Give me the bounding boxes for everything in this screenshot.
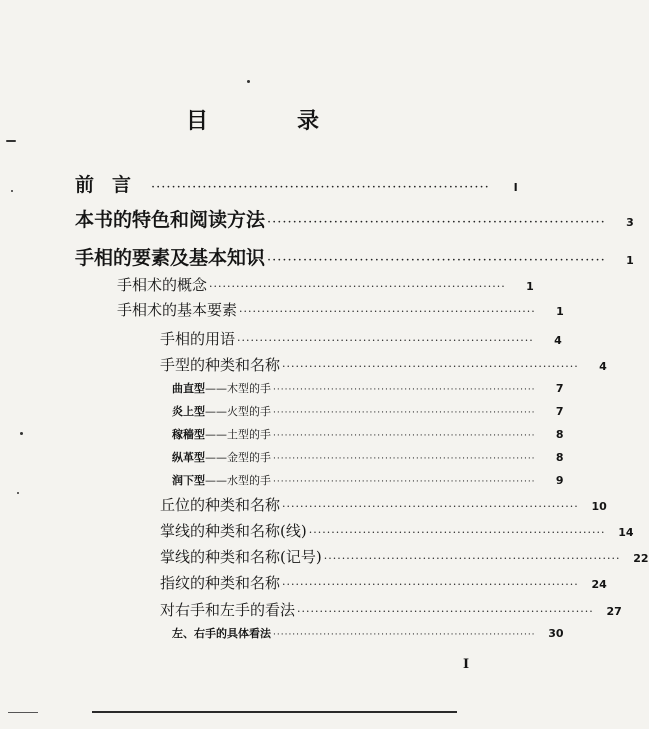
- toc-entry-page: 24: [591, 578, 607, 591]
- dot-leader: ····································································: [273, 431, 536, 441]
- toc-entry[interactable]: [117, 299, 564, 320]
- dot-leader: ··································································: [282, 360, 579, 373]
- dot-leader: ····································································: [273, 630, 536, 640]
- toc-entry[interactable]: [160, 546, 649, 567]
- toc-entry[interactable]: [160, 599, 622, 620]
- toc-entry-title: 手相的用语: [160, 330, 236, 348]
- toc-entry-page: 14: [618, 526, 634, 539]
- dot-leader: ··································································: [282, 500, 579, 513]
- toc-entry-page: I: [513, 181, 518, 194]
- dot-leader: ··································································: [209, 280, 506, 293]
- dot-leader: ··································································: [239, 305, 536, 318]
- toc-entry-page: 3: [626, 216, 634, 229]
- toc-entry-title-bold: 左、右手的具体看法: [172, 627, 271, 640]
- toc-entry-page: 30: [548, 627, 564, 640]
- toc-entry-title: 手相术的基本要素: [117, 301, 238, 319]
- page-number: I: [463, 657, 470, 672]
- dot-leader: ····································································: [273, 477, 536, 487]
- dot-leader: ··································································: [267, 215, 606, 230]
- toc-entry[interactable]: [160, 520, 634, 541]
- toc-entry[interactable]: [160, 572, 607, 593]
- toc-entry-title-rest: ——土型的手: [205, 428, 271, 441]
- dot-leader: ····································································: [273, 454, 536, 464]
- dot-leader: ····································································: [273, 408, 536, 418]
- toc-entry-title: 掌线的种类和名称(线): [160, 522, 307, 540]
- toc-entry-title-bold: 稼穑型: [172, 428, 205, 441]
- toc-entry-title: 手相术的概念: [117, 276, 208, 294]
- toc-entry-title: [172, 380, 271, 396]
- dot-leader: ··································································: [151, 180, 490, 195]
- toc-entry[interactable]: [172, 403, 564, 419]
- toc-entry-page: 1: [526, 280, 534, 293]
- scan-speck: [20, 432, 23, 435]
- toc-entry-title: [172, 403, 271, 419]
- toc-entry-title: [172, 449, 271, 465]
- dot-leader: ····································································: [273, 385, 536, 395]
- toc-entry-page: 27: [606, 605, 622, 618]
- toc-entry-page: 10: [591, 500, 607, 513]
- toc-entry-title: 本书的特色和阅读方法: [75, 209, 266, 231]
- toc-entry[interactable]: [160, 354, 607, 375]
- dot-leader: ··································································: [267, 253, 606, 268]
- divider: [92, 711, 457, 713]
- toc-entry-page: 22: [633, 552, 649, 565]
- divider: [8, 712, 38, 713]
- toc-entry[interactable]: [172, 380, 564, 396]
- scan-speck: [6, 140, 16, 142]
- toc-entry-page: 7: [555, 405, 564, 418]
- toc-entry-page: 1: [626, 254, 634, 267]
- toc-entry-page: 1: [556, 305, 564, 318]
- toc-entry-title: 对右手和左手的看法: [160, 601, 296, 619]
- toc-heading-char-2: 录: [297, 108, 322, 134]
- dot-leader: ··································································: [237, 334, 534, 347]
- dot-leader: ··································································: [282, 578, 579, 591]
- toc-entry[interactable]: [172, 625, 564, 641]
- toc-entry-page: 4: [554, 334, 562, 347]
- toc-entry-title: 手型的种类和名称: [160, 356, 281, 374]
- toc-entry-title: 指纹的种类和名称: [160, 574, 281, 592]
- toc-entry[interactable]: [172, 449, 564, 465]
- toc-entry-title: [172, 472, 271, 488]
- toc-entry-title-rest: ——水型的手: [205, 474, 271, 487]
- toc-entry[interactable]: [117, 274, 534, 295]
- toc-entry[interactable]: [75, 205, 634, 232]
- toc-entry-title: [172, 625, 271, 641]
- toc-entry-page: 8: [555, 451, 564, 464]
- scan-speck: [17, 492, 19, 494]
- toc-entry-title: 掌线的种类和名称(记号): [160, 548, 322, 566]
- toc-entry-title-rest: ——木型的手: [205, 382, 271, 395]
- toc-entry[interactable]: [160, 328, 562, 349]
- dot-leader: ··································································: [297, 605, 594, 618]
- scan-speck: [11, 190, 13, 192]
- toc-entry[interactable]: [172, 472, 564, 488]
- toc-entry-page: 7: [555, 382, 564, 395]
- dot-leader: ··································································: [308, 526, 606, 539]
- toc-entry-title-bold: 炎上型: [172, 405, 205, 418]
- toc-entry-page: 4: [599, 360, 607, 373]
- toc-entry[interactable]: [75, 243, 634, 270]
- toc-entry-title: 手相的要素及基本知识: [75, 247, 266, 269]
- toc-entry-title-rest: ——火型的手: [205, 405, 271, 418]
- toc-entry[interactable]: [172, 426, 564, 442]
- toc-entry[interactable]: [160, 494, 607, 515]
- toc-heading-char-1: 目: [186, 108, 211, 134]
- toc-entry[interactable]: [75, 170, 518, 197]
- scan-speck: [247, 80, 250, 83]
- dot-leader: ··································································: [323, 552, 621, 565]
- toc-entry-title-bold: 纵革型: [172, 451, 205, 464]
- toc-entry-title-rest: ——金型的手: [205, 451, 271, 464]
- toc-entry-title: 前言: [75, 174, 150, 196]
- toc-entry-title: [172, 426, 271, 442]
- toc-entry-title: 丘位的种类和名称: [160, 496, 281, 514]
- toc-entry-page: 9: [555, 474, 564, 487]
- toc-entry-title-bold: 曲直型: [172, 382, 205, 395]
- toc-entry-title-bold: 润下型: [172, 474, 205, 487]
- toc-entry-page: 8: [555, 428, 564, 441]
